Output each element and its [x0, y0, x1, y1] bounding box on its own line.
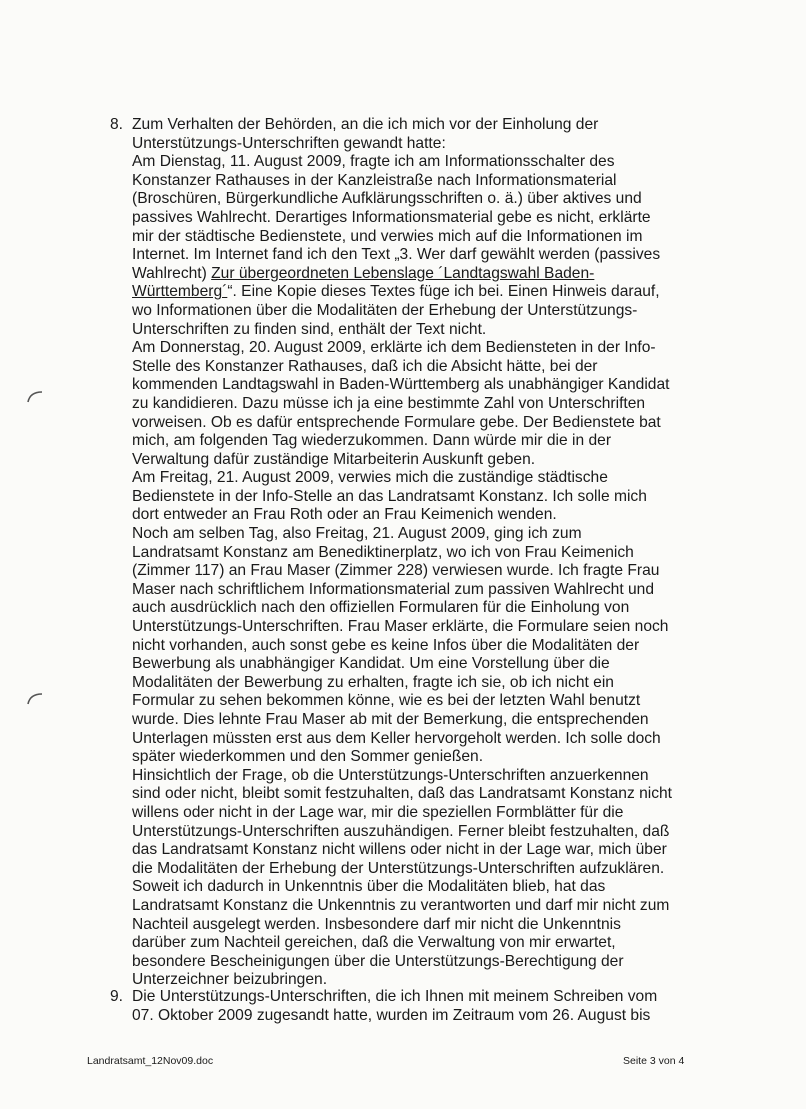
text-segment: “. Eine Kopie dieses Textes füge ich bei. Einen Hinweis darauf, — [227, 283, 660, 301]
text-line: Konstanzer Rathauses in der Kanzleistraße nach Informationsmaterial — [132, 171, 617, 189]
text-line: Landratsamt Konstanz am Benediktinerplatz, wo ich von Frau Keimenich — [132, 543, 634, 561]
text-line: kommenden Landtagswahl in Baden-Württemberg als unabhängiger Kandidat — [132, 376, 670, 394]
text-line: Stelle des Konstanzer Rathauses, daß ich die Absicht hätte, bei der — [132, 357, 598, 375]
text-line: Unterstützungs-Unterschriften auszuhändigen. Ferner bleibt festzuhalten, daß — [132, 822, 670, 840]
text-line: Am Dienstag, 11. August 2009, fragte ich am Informationsschalter des — [132, 153, 615, 171]
text-line: Zum Verhalten der Behörden, an die ich mich vor der Einholung der — [132, 116, 599, 133]
text-line: Bewerbung als unabhängiger Kandidat. Um eine Vorstellung über die — [132, 655, 610, 673]
text-line: besondere Bescheinigungen über die Unterstützungs-Berechtigung der — [132, 952, 624, 970]
text-line: (Broschüren, Bürgerkundliche Aufklärungsschriften o. ä.) über aktives und — [132, 190, 642, 208]
text-line: darüber zum Nachteil gereichen, daß die Verwaltung von mir erwartet, — [132, 934, 616, 952]
text-line: Hinsichtlich der Frage, ob die Unterstützungs-Unterschriften anzuerkennen — [132, 766, 649, 784]
footer-page-number: Seite 3 von 4 — [623, 1055, 685, 1067]
text-line: Verwaltung dafür zuständige Mitarbeiterin Auskunft geben. — [132, 450, 536, 468]
paragraph-number: 9. — [110, 988, 124, 1005]
punch-hole-mark — [26, 388, 44, 406]
paragraph-body — [132, 988, 690, 1025]
text-line: 07. Oktober 2009 zugesandt hatte, wurden im Zeitraum vom 26. August bis — [132, 1006, 651, 1024]
text-line: später wiederkommen und den Sommer genießen. — [132, 748, 484, 766]
numbered-paragraph-9 — [110, 988, 690, 1025]
text-line: Modalitäten der Bewerbung zu erhalten, fragte ich sie, ob ich nicht ein — [132, 673, 614, 691]
hyperlink-text[interactable]: Zur übergeordneten Lebenslage ´Landtagswahl Baden- — [211, 264, 595, 282]
text-line: Internet. Im Internet fand ich den Text „3. Wer darf gewählt werden (passives — [132, 246, 661, 264]
text-line: mir der städtische Bedienstete, und verwies mich auf die Informationen im — [132, 227, 643, 245]
text-line: Unterlagen müssten erst aus dem Keller hervorgeholt werden. Ich solle doch — [132, 729, 661, 747]
text-line: willens oder nicht in der Lage war, mir die speziellen Formblätter für die — [132, 803, 624, 821]
footer-filename: Landratsamt_12Nov09.doc — [87, 1055, 214, 1067]
paragraph-body — [132, 116, 690, 990]
text-line — [132, 283, 690, 302]
text-line: auch ausdrücklich nach den offiziellen Formularen für die Einholung von — [132, 599, 630, 617]
text-line: Maser nach schriftlichem Informationsmaterial zum passiven Wahlrecht und — [132, 580, 655, 598]
paragraph-number: 8. — [110, 116, 124, 133]
numbered-paragraph-8 — [110, 116, 690, 990]
text-line: Bedienstete in der Info-Stelle an das Landratsamt Konstanz. Ich solle mich — [132, 487, 647, 505]
text-line: Formular zu sehen bekommen könne, wie es bei der letzten Wahl benutzt — [132, 692, 641, 710]
text-line: Noch am selben Tag, also Freitag, 21. August 2009, ging ich zum — [132, 525, 582, 543]
text-line: Die Unterstützungs-Unterschriften, die ich Ihnen mit meinem Schreiben vom — [132, 988, 658, 1005]
text-line — [132, 265, 690, 284]
text-line: Landratsamt Konstanz die Unkenntnis zu verantworten und darf mir nicht zum — [132, 896, 670, 914]
text-line: sind oder nicht, bleibt somit festzuhalten, daß das Landratsamt Konstanz nicht — [132, 785, 673, 803]
text-line: Unterschriften zu finden sind, enthält der Text nicht. — [132, 320, 487, 338]
text-line: zu kandidieren. Dazu müsse ich ja eine bestimmte Zahl von Unterschriften — [132, 394, 646, 412]
text-segment: Wahlrecht) — [132, 264, 212, 282]
text-line: wo Informationen über die Modalitäten der Erhebung der Unterstützungs- — [132, 301, 638, 319]
text-line: vorweisen. Ob es dafür entsprechende Formulare gebe. Der Bedienstete bat — [132, 413, 661, 431]
text-line: das Landratsamt Konstanz nicht willens oder nicht in der Lage war, mich über — [132, 841, 667, 859]
punch-hole-mark — [26, 690, 44, 708]
text-line: mich, am folgenden Tag wiederzukommen. Dann würde mir die in der — [132, 432, 612, 450]
text-line: Am Donnerstag, 20. August 2009, erklärte ich dem Bediensteten in der Info- — [132, 339, 656, 357]
text-line: Unterstützungs-Unterschriften. Frau Maser erklärte, die Formulare seien noch — [132, 618, 669, 636]
text-line: dort entweder an Frau Roth oder an Frau Keimenich wenden. — [132, 506, 557, 524]
text-line: Nachteil ausgelegt werden. Insbesondere darf mir nicht die Unkenntnis — [132, 915, 621, 933]
text-line: nicht vorhanden, auch sonst gebe es keine Infos über die Modalitäten der — [132, 636, 640, 654]
text-line: Am Freitag, 21. August 2009, verwies mich die zuständige städtische — [132, 469, 608, 487]
hyperlink-text[interactable]: Württemberg´ — [132, 283, 228, 301]
text-line: Unterstützungs-Unterschriften gewandt hatte: — [132, 134, 446, 152]
text-line: die Modalitäten der Erhebung der Unterstützungs-Unterschriften aufzuklären. — [132, 859, 665, 877]
text-line: wurde. Dies lehnte Frau Maser ab mit der Bemerkung, die entsprechenden — [132, 711, 649, 728]
text-line: Soweit ich dadurch in Unkenntnis über die Modalitäten blieb, hat das — [132, 878, 606, 896]
text-line: passives Wahlrecht. Derartiges Informationsmaterial gebe es nicht, erklärte — [132, 208, 651, 226]
text-line: Unterzeichner beizubringen. — [132, 971, 328, 989]
text-line: (Zimmer 117) an Frau Maser (Zimmer 228) verwiesen wurde. Ich fragte Frau — [132, 562, 660, 580]
